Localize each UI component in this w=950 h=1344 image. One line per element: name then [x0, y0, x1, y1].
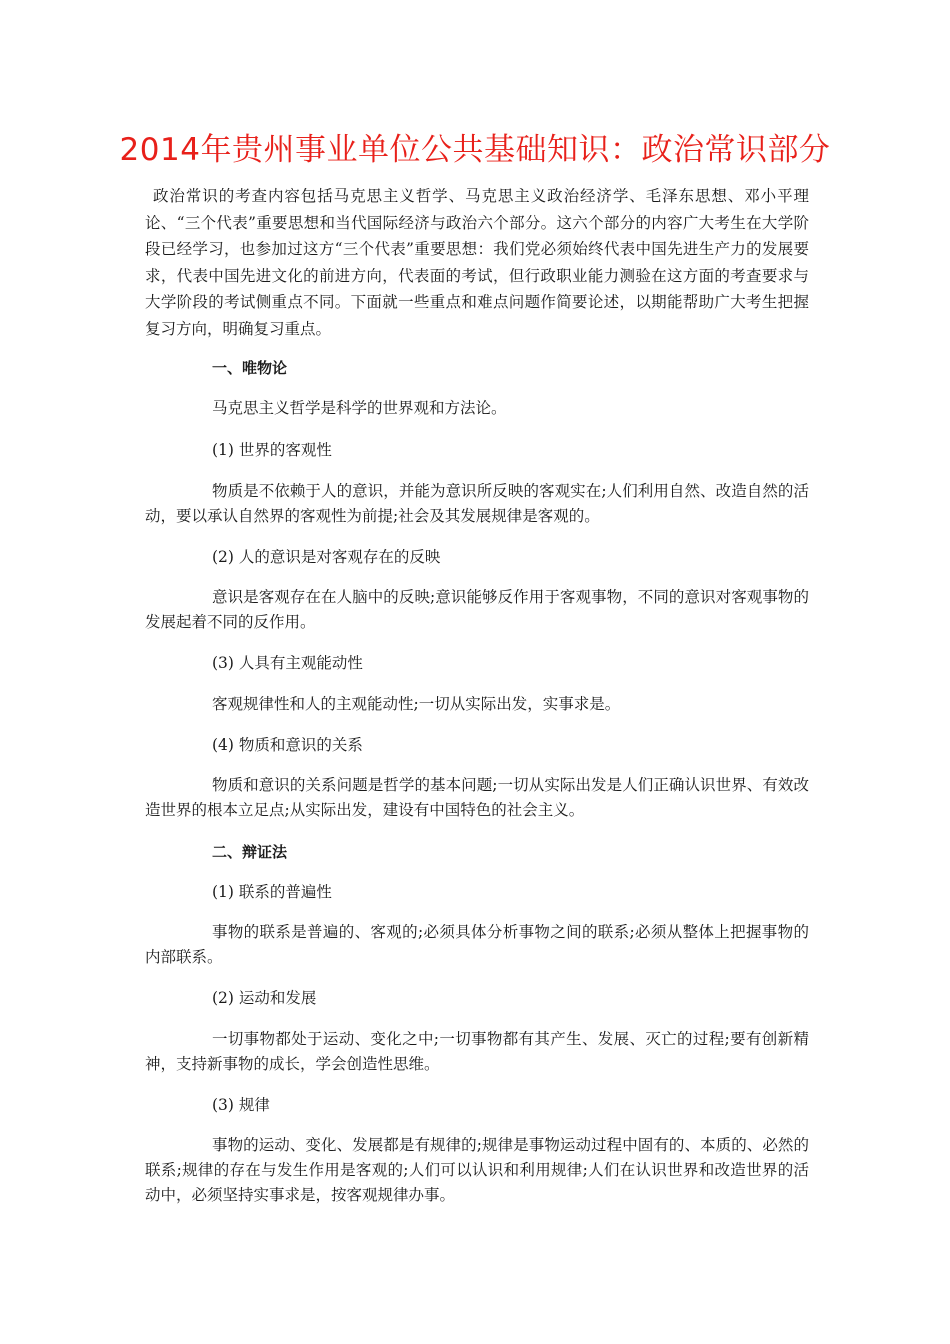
- item-title: (2) 人的意识是对客观存在的反映: [212, 548, 441, 566]
- item-title: (1) 联系的普遍性: [212, 883, 332, 901]
- item-text: 客观规律性和人的主观能动性;一切从实际出发，实事求是。: [212, 695, 621, 713]
- intro-paragraph: 政治常识的考查内容包括马克思主义哲学、马克思主义政治经济学、毛泽东思想、邓小平理论、“三个代表”重要思想和当代国际经济与政治六个部分。这六个部分的内容广大考生在大学阶段已经学习，也参加过这方“三个代表”重要思想：我们党必须始终代表中国先进生产力的发展要求，代表中国先进文化的前进方向，代表面的考试，但行政职业能力测验在这方面的考查要求与大学阶段的考试侧重点不同。下面就一些重点和难点问题作简要论述，以期能帮助广大考生把握复习方向，明确复习重点。: [145, 187, 809, 338]
- section-heading-materialism: 一、唯物论: [212, 359, 288, 377]
- item-text: 一切事物都处于运动、变化之中;一切事物都有其产生、发展、灭亡的过程;要有创新精神，支持新事物的成长，学会创造性思维。: [145, 1030, 809, 1073]
- section-lead: 马克思主义哲学是科学的世界观和方法论。: [212, 399, 507, 417]
- document-title: 2014年贵州事业单位公共基础知识：政治常识部分: [119, 132, 831, 168]
- item-title: (1) 世界的客观性: [212, 441, 332, 459]
- item-title: (4) 物质和意识的关系: [212, 736, 363, 754]
- item-title: (2) 运动和发展: [212, 989, 317, 1007]
- item-text: 事物的联系是普遍的、客观的;必须具体分析事物之间的联系;必须从整体上把握事物的内部联系。: [145, 923, 809, 966]
- item-text: 事物的运动、变化、发展都是有规律的;规律是事物运动过程中固有的、本质的、必然的联系;规律的存在与发生作用是客观的;人们可以认识和利用规律;人们在认识世界和改造世界的活动中，必须坚持实事求是，按客观规律办事。: [145, 1136, 809, 1204]
- item-text: 意识是客观存在在人脑中的反映;意识能够反作用于客观事物，不同的意识对客观事物的发展起着不同的反作用。: [145, 588, 809, 631]
- item-text: 物质是不依赖于人的意识，并能为意识所反映的客观实在;人们利用自然、改造自然的活动，要以承认自然界的客观性为前提;社会及其发展规律是客观的。: [145, 482, 809, 525]
- section-heading-dialectics: 二、辩证法: [212, 843, 288, 861]
- item-title: (3) 人具有主观能动性: [212, 654, 363, 672]
- item-text: 物质和意识的关系问题是哲学的基本问题;一切从实际出发是人们正确认识世界、有效改造世界的根本立足点;从实际出发，建设有中国特色的社会主义。: [145, 776, 809, 819]
- item-title: (3) 规律: [212, 1096, 270, 1114]
